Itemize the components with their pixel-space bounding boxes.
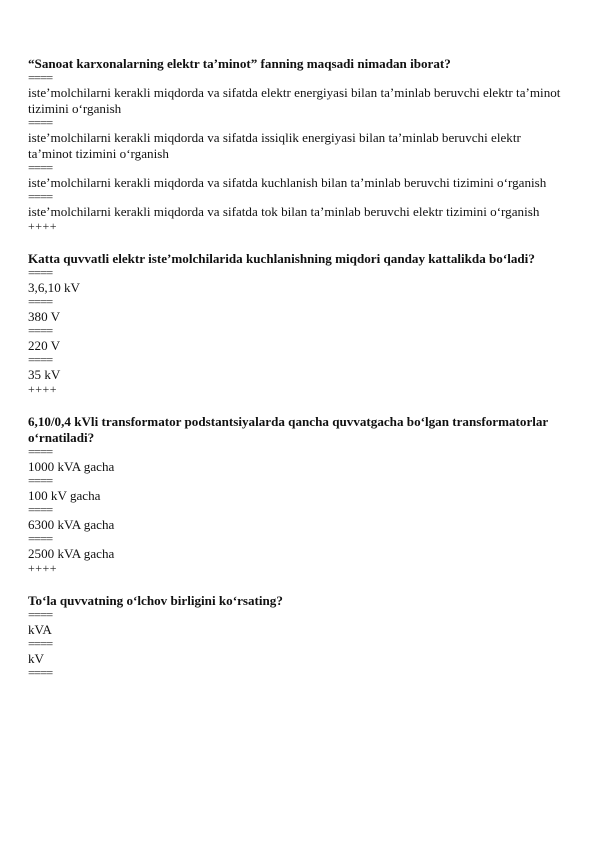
answer-option: kVA xyxy=(28,622,52,637)
option-separator: ==== xyxy=(28,637,53,651)
answer-option: iste’molchilarni kerakli miqdorda va sifatda elektr energiyasi bilan ta’minlab beruvchi elektr ta’minot tizimini o‘rganish xyxy=(28,85,561,116)
option-separator: ==== xyxy=(28,532,53,546)
answer-option: iste’molchilarni kerakli miqdorda va sifatda issiqlik energiyasi bilan ta’minlab beruvchi elektr ta’minot tizimini o‘rganish xyxy=(28,130,521,161)
answer-option: 100 kV gacha xyxy=(28,488,101,503)
question-block xyxy=(28,414,568,577)
question-terminator: ++++ xyxy=(28,561,58,575)
question-block xyxy=(28,251,568,398)
question-terminator: ++++ xyxy=(28,219,58,233)
option-separator: ==== xyxy=(28,116,53,130)
question-block xyxy=(28,56,568,235)
answer-option: 35 kV xyxy=(28,367,61,382)
option-separator: ==== xyxy=(28,71,53,85)
question-text: Katta quvvatli elektr iste’molchilarida kuchlanishning miqdori qanday kattalikda bo‘ladi? xyxy=(28,251,535,266)
option-separator: ==== xyxy=(28,666,53,680)
option-separator: ==== xyxy=(28,503,53,517)
answer-option: iste’molchilarni kerakli miqdorda va sifatda kuchlanish bilan ta’minlab beruvchi tizimini o‘rganish xyxy=(28,175,547,190)
answer-option: 1000 kVA gacha xyxy=(28,459,115,474)
option-separator: ==== xyxy=(28,608,53,622)
question-text: “Sanoat karxonalarning elektr ta’minot” fanning maqsadi nimadan iborat? xyxy=(28,56,451,71)
answer-option: 220 V xyxy=(28,338,61,353)
answer-option: 3,6,10 kV xyxy=(28,280,81,295)
option-separator: ==== xyxy=(28,474,53,488)
answer-option: 380 V xyxy=(28,309,61,324)
answer-option: kV xyxy=(28,651,45,666)
option-separator: ==== xyxy=(28,324,53,338)
test-questions xyxy=(28,56,568,680)
answer-option: 6300 kVA gacha xyxy=(28,517,115,532)
option-separator: ==== xyxy=(28,190,53,204)
option-separator: ==== xyxy=(28,266,53,280)
option-separator: ==== xyxy=(28,295,53,309)
answer-option: iste’molchilarni kerakli miqdorda va sifatda tok bilan ta’minlab beruvchi elektr tizimini o‘rganish xyxy=(28,204,540,219)
answer-option: 2500 kVA gacha xyxy=(28,546,115,561)
question-text: 6,10/0,4 kVli transformator podstantsiyalarda qancha quvvatgacha bo‘lgan transformatorlar o‘rnatiladi? xyxy=(28,414,549,445)
question-terminator: ++++ xyxy=(28,382,58,396)
option-separator: ==== xyxy=(28,353,53,367)
question-block xyxy=(28,593,568,680)
option-separator: ==== xyxy=(28,161,53,175)
option-separator: ==== xyxy=(28,445,53,459)
question-text: To‘la quvvatning o‘lchov birligini ko‘rsating? xyxy=(28,593,283,608)
